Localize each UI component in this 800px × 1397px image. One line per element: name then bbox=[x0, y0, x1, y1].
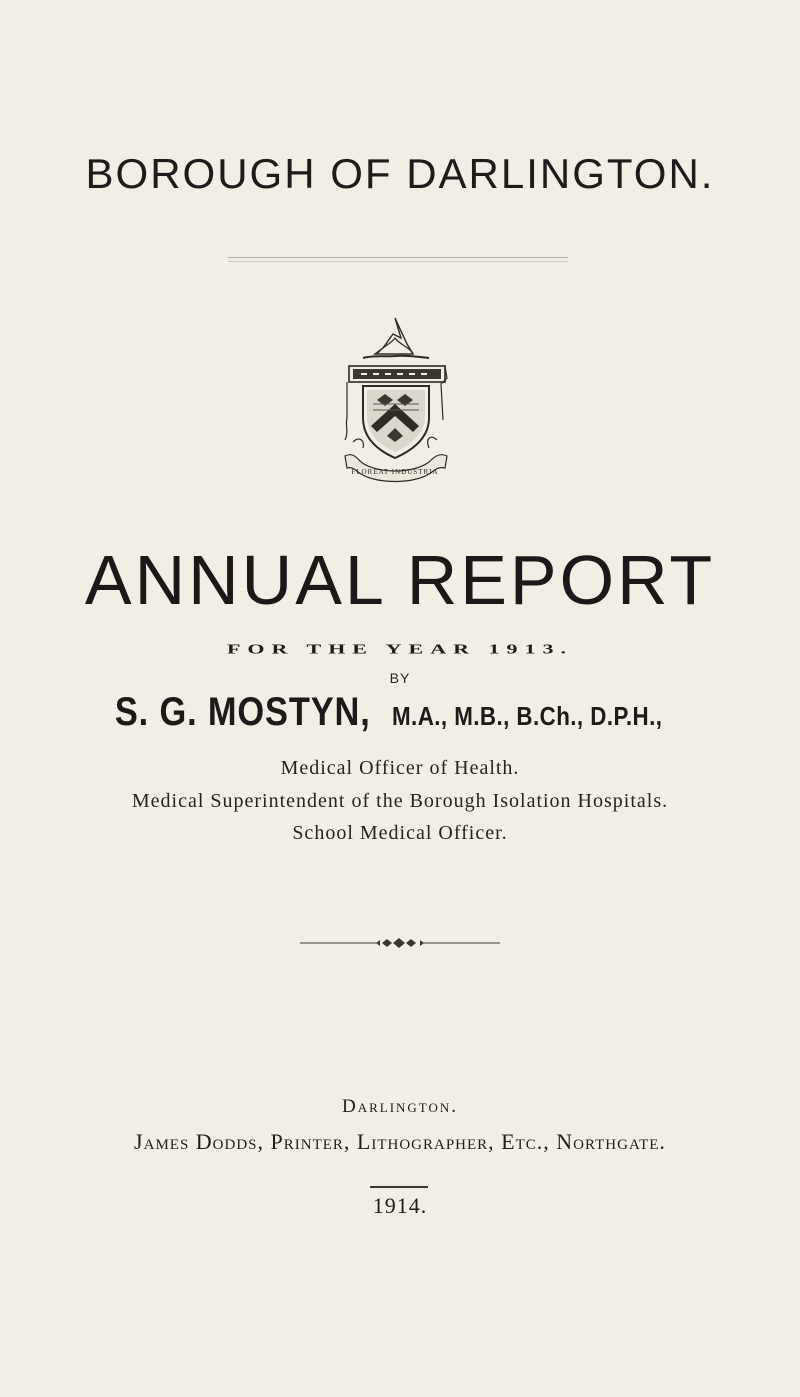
top-divider bbox=[228, 257, 568, 258]
top-divider-secondary bbox=[228, 261, 568, 262]
borough-crest-icon bbox=[333, 308, 457, 492]
author-line bbox=[0, 690, 800, 735]
position-line: Medical Officer of Health. bbox=[280, 757, 520, 779]
publication-year: 1914. bbox=[372, 1193, 428, 1218]
crest-motto: FLOREAT INDUSTRIA bbox=[351, 468, 439, 476]
by-label: BY bbox=[389, 670, 411, 686]
author-degrees: M.A., M.B., B.Ch., D.P.H., bbox=[391, 701, 662, 731]
ornamental-divider-icon bbox=[300, 936, 500, 950]
position-line: School Medical Officer. bbox=[292, 822, 508, 844]
imprint-printer: James Dodds, Printer, Lithographer, Etc., Northgate. bbox=[134, 1129, 666, 1154]
imprint-place: Darlington. bbox=[341, 1096, 459, 1117]
report-title: ANNUAL REPORT bbox=[84, 541, 716, 619]
author-name: S. G. MOSTYN, bbox=[114, 690, 371, 734]
report-year-line: FOR THE YEAR 1913. bbox=[226, 640, 574, 657]
position-line: Medical Superintendent of the Borough Isolation Hospitals. bbox=[131, 790, 669, 812]
borough-heading: BOROUGH OF DARLINGTON. bbox=[85, 150, 715, 197]
imprint-divider bbox=[370, 1186, 428, 1188]
